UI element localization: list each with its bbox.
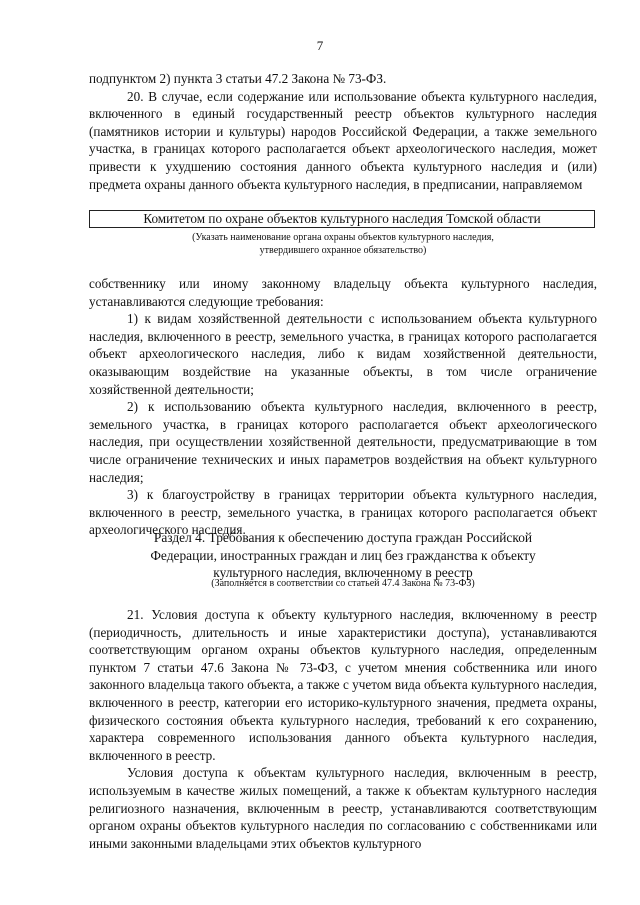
- section-4-heading: [89, 529, 597, 582]
- authority-name-hint: [89, 232, 597, 257]
- paragraph-item-20: 20. В случае, если содержание или использование объекта культурного наследия, включенного в единый государственный реестр объектов культурного наследия (памятников истории и культуры) народов Российской Федерации, а также земельного участка, в границах которого располагается объект археологического наследия, может привести к ухудшению состояния данного объекта культурного наследия и (или) предмета охраны данного объекта культурного наследия, в предписании, направляемом: [89, 88, 597, 192]
- authority-name-field: Комитетом по охране объектов культурного наследия Томской области: [89, 210, 595, 228]
- text-block-item-21: [89, 606, 597, 852]
- paragraph-requirements-intro: собственнику или иному законному владельцу объекта культурного наследия, устанавливаются следующие требования:: [89, 276, 597, 309]
- section-heading-line-2: Федерации, иностранных граждан и лиц без гражданства к объекту: [150, 547, 536, 563]
- authority-hint-line-2: утвердившего охранное обязательство): [259, 244, 427, 256]
- paragraph-requirement-3: 3) к благоустройству в границах территории объекта культурного наследия, включенного в реестр, земельного участка, в границах которого располагается объект археологического наследия.: [89, 487, 597, 538]
- page-number: 7: [316, 38, 324, 53]
- paragraph-item-21: 21. Условия доступа к объекту культурного наследия, включенному в реестр (периодичность, длительность и иные характеристики доступа), устанавливаются соответствующим органом охраны объектов культурного наследия, определенным пунктом 7 статьи 47.6 Закона № 73-ФЗ, с учетом мнения собственника или иного законного владельца такого объекта, а также с учетом вида объекта культурного наследия, включенного в реестр, категории его историко-культурного значения, предмета охраны, физического состояния объекта культурного наследия, требований к его сохранению, характера современного использования данного объекта культурного наследия, включенного в реестр.: [89, 607, 597, 763]
- paragraph-continuation: подпунктом 2) пункта 3 статьи 47.2 Закона № 73-ФЗ.: [89, 71, 387, 86]
- authority-hint-line-1: (Указать наименование органа охраны объектов культурного наследия,: [192, 232, 494, 243]
- text-block-item-20: [89, 70, 597, 193]
- section-4-hint: (Заполняется в соответствии со статьей 47.4 Закона № 73-ФЗ): [211, 578, 475, 589]
- paragraph-requirement-2: 2) к использованию объекта культурного наследия, включенного в реестр, земельного участка, в границах которого располагается объект археологического наследия, при осуществлении хозяйственной деятельности, предусматривающие в том числе ограничение технических и иных параметров воздействия на объект культурного наследия;: [89, 399, 597, 485]
- paragraph-access-conditions: Условия доступа к объектам культурного наследия, включенным в реестр, используемым в качестве жилых помещений, а также к объектам культурного наследия религиозного назначения, включенным в реестр, устанавливаются соответствующим органом охраны объектов культурного наследия по согласованию с собственниками или иными законными владельцами этих объектов культурного: [89, 765, 597, 851]
- paragraph-requirement-1: 1) к видам хозяйственной деятельности с использованием объекта культурного наследия, включенного в реестр, земельного участка, в границах которого располагается объект археологического наследия, либо к видам хозяйственной деятельности, оказывающим воздействие на указанные объекты, в том числе ограничение хозяйственной деятельности;: [89, 311, 597, 397]
- section-heading-line-1: Раздел 4. Требования к обеспечению доступа граждан Российской: [153, 530, 533, 545]
- section-heading-line-3: культурного наследия, включенному в реестр: [213, 565, 473, 581]
- text-block-requirements: [89, 275, 597, 539]
